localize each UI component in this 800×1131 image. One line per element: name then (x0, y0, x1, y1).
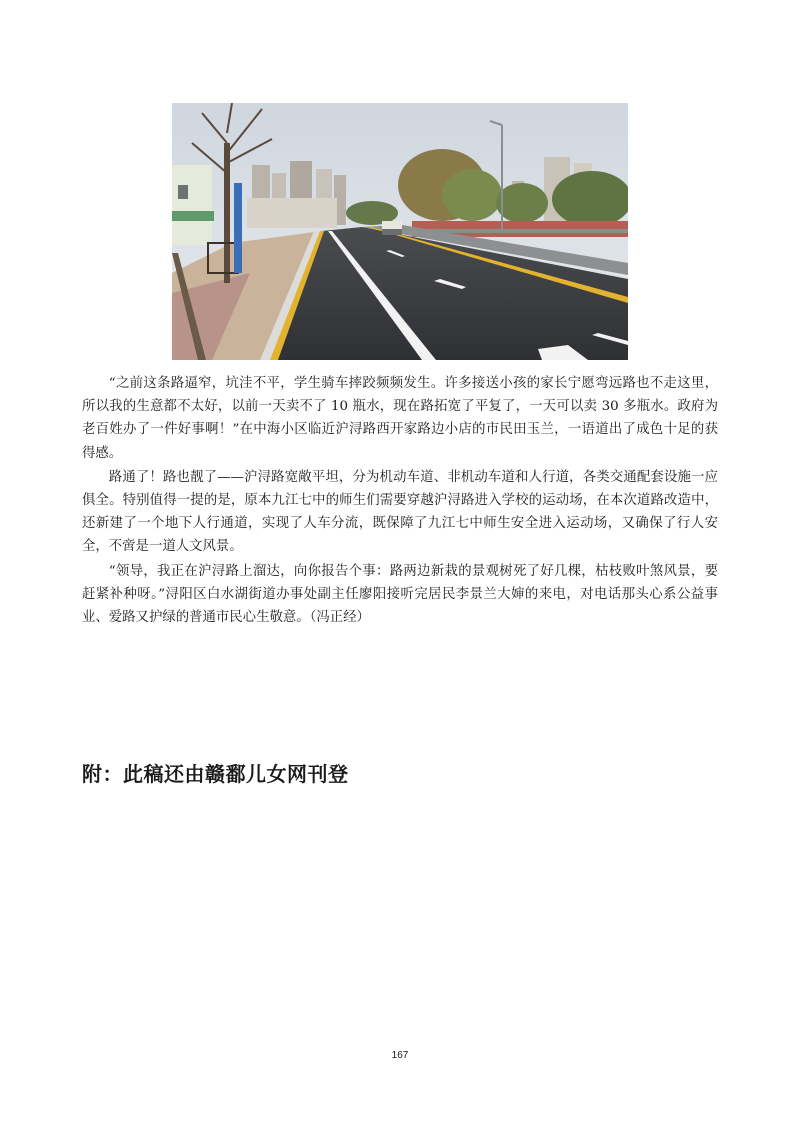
article-body (82, 372, 718, 630)
road-photo (172, 103, 628, 360)
paragraph: “领导，我正在沪浔路上溜达，向你报告个事：路两边新栽的景观树死了好几棵，枯枝败叶煞风景，要赶紧补种呀。”浔阳区白水湖街道办事处副主任廖阳接听完居民李景兰大婶的来电，对电话那头心系公益事业、爱路又护绿的普通市民心生敬意。（冯正经） (82, 563, 718, 626)
page-number: 167 (391, 1050, 409, 1061)
road-photo-illustration (172, 103, 628, 360)
paragraph: “之前这条路逼窄，坑洼不平，学生骑车摔跤频频发生。许多接送小孩的家长宁愿弯远路也不走这里，所以我的生意都不太好，以前一天卖不了 10 瓶水，现在路拓宽了平复了，一天可以卖 30 多瓶水。政府为老百姓办了一件好事啊！”在中海小区临近沪浔路西开家路边小店的市民田玉兰，一语道出了成色十足的获得感。 (82, 376, 718, 461)
paragraph: 路通了！路也靓了——沪浔路宽敞平坦，分为机动车道、非机动车道和人行道，各类交通配套设施一应俱全。特别值得一提的是，原本九江七中的师生们需要穿越沪浔路进入学校的运动场，在本次道路改造中，还新建了一个地下人行通道，实现了人车分流，既保障了九江七中师生安全进入运动场，又确保了行人安全，不啻是一道人文风景。 (82, 469, 718, 555)
appendix-heading: 附：此稿还由赣鄱儿女网刊登 (82, 762, 349, 786)
